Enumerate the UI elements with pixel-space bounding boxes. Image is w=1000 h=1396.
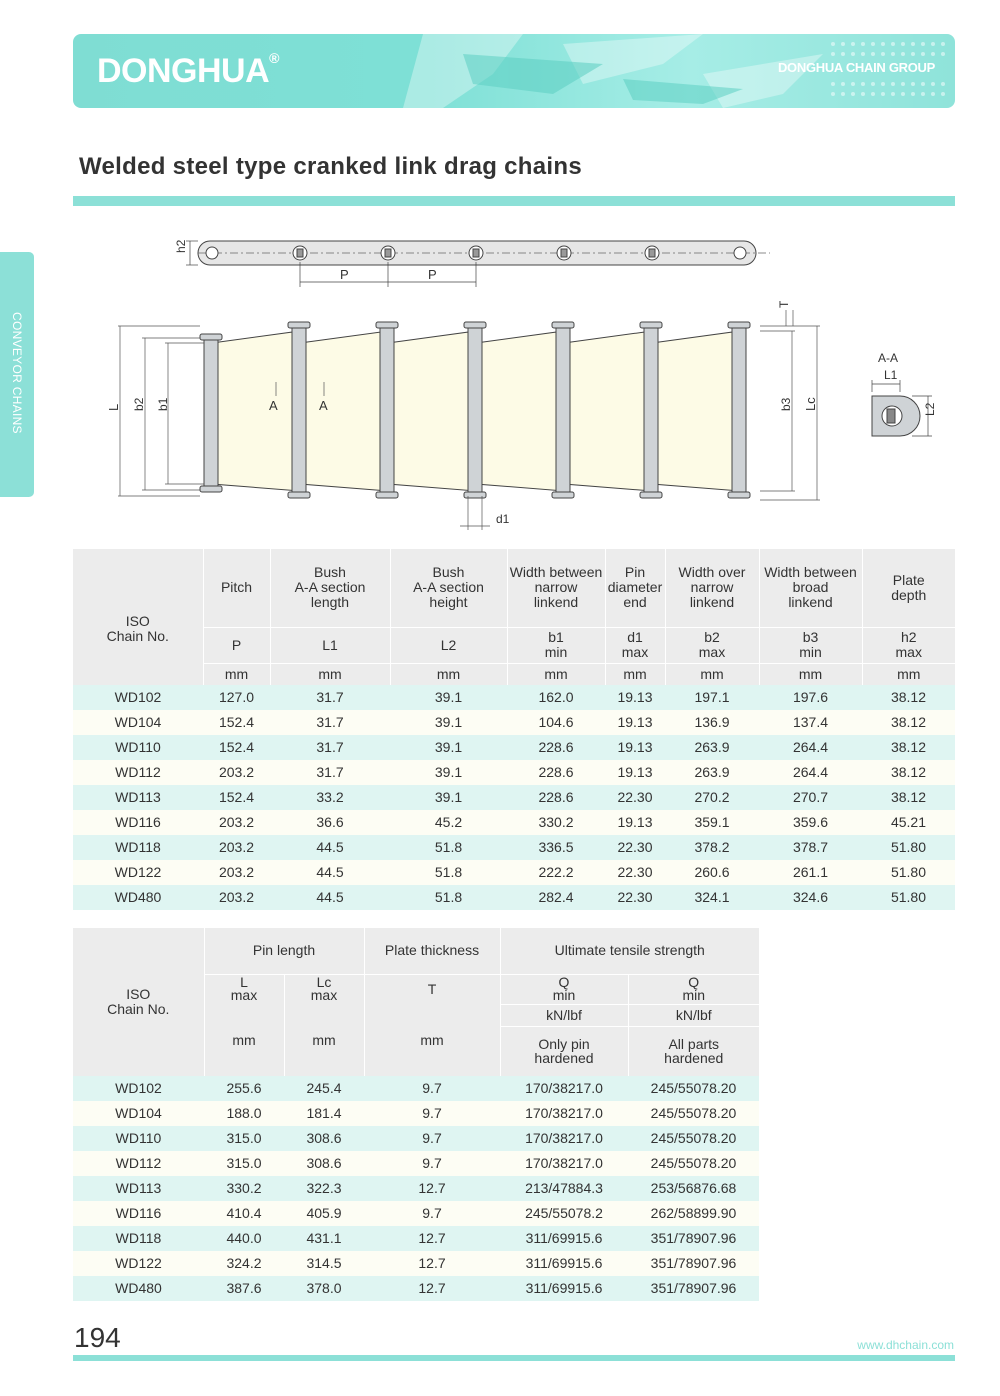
value-cell: 245/55078.2 — [500, 1201, 628, 1226]
section-mark-a2: A — [319, 398, 328, 413]
value-cell: 22.30 — [605, 860, 665, 885]
value-cell: 39.1 — [390, 685, 507, 710]
chain-no-cell: WD118 — [73, 835, 203, 860]
sym-cell: T — [364, 974, 500, 1004]
table-row — [73, 760, 955, 785]
value-cell: 12.7 — [364, 1226, 500, 1251]
chain-no-cell: WD110 — [73, 1126, 204, 1151]
note-cell: All parts hardened — [628, 1026, 759, 1076]
chain-no-cell: WD104 — [73, 710, 203, 735]
page-number: 194 — [74, 1322, 121, 1353]
unit-cell: mm — [204, 1004, 284, 1076]
value-cell: 351/78907.96 — [628, 1251, 759, 1276]
value-cell: 308.6 — [284, 1151, 364, 1176]
value-cell: 431.1 — [284, 1226, 364, 1251]
value-cell: 38.12 — [862, 710, 955, 735]
chain-no-cell: WD480 — [73, 1276, 204, 1301]
dim-label-b2: b2 — [132, 397, 146, 411]
col-header-l2: Bush A-A section height — [390, 549, 507, 627]
uts-header: Ultimate tensile strength — [500, 928, 759, 974]
col-header-pitch: Pitch — [203, 549, 270, 627]
table-row — [73, 1076, 759, 1101]
value-cell: 51.8 — [390, 835, 507, 860]
value-cell: 203.2 — [203, 810, 270, 835]
dim-label-l2: L2 — [923, 402, 937, 416]
value-cell: 260.6 — [665, 860, 759, 885]
value-cell: 378.7 — [759, 835, 862, 860]
value-cell: 245/55078.20 — [628, 1126, 759, 1151]
page-title: Welded steel type cranked link drag chains — [79, 153, 582, 180]
value-cell: 181.4 — [284, 1101, 364, 1126]
value-cell: 410.4 — [204, 1201, 284, 1226]
value-cell: 51.80 — [862, 835, 955, 860]
title-rule — [73, 196, 955, 206]
value-cell: 9.7 — [364, 1101, 500, 1126]
value-cell: 44.5 — [270, 860, 390, 885]
chain-no-cell: WD104 — [73, 1101, 204, 1126]
value-cell: 308.6 — [284, 1126, 364, 1151]
dim-label-p2: P — [428, 267, 437, 282]
unit-cell: mm — [270, 663, 390, 685]
unit-cell: mm — [605, 663, 665, 685]
unit-cell: mm — [203, 663, 270, 685]
table-row — [73, 685, 955, 710]
dim-label-lc: Lc — [803, 397, 818, 411]
table-row — [73, 1176, 759, 1201]
chain-no-cell: WD113 — [73, 785, 203, 810]
side-view — [186, 241, 770, 287]
value-cell: 213/47884.3 — [500, 1176, 628, 1201]
section-mark-a1: A — [269, 398, 278, 413]
value-cell: 262/58899.90 — [628, 1201, 759, 1226]
table-row — [73, 785, 955, 810]
group-name: DONGHUA CHAIN GROUP — [777, 60, 935, 75]
value-cell: 136.9 — [665, 710, 759, 735]
value-cell: 315.0 — [204, 1151, 284, 1176]
value-cell: 9.7 — [364, 1076, 500, 1101]
value-cell: 330.2 — [204, 1176, 284, 1201]
value-cell: 19.13 — [605, 760, 665, 785]
chain-no-cell: WD480 — [73, 885, 203, 910]
value-cell: 245/55078.20 — [628, 1151, 759, 1176]
dim-label-d1: d1 — [496, 512, 510, 526]
value-cell: 245/55078.20 — [628, 1076, 759, 1101]
brand-logo: DONGHUA® — [97, 50, 279, 90]
value-cell: 270.7 — [759, 785, 862, 810]
value-cell: 9.7 — [364, 1126, 500, 1151]
value-cell: 253/56876.68 — [628, 1176, 759, 1201]
chain-no-cell: WD102 — [73, 685, 203, 710]
dim-label-h2: h2 — [174, 239, 188, 253]
value-cell: 228.6 — [507, 760, 605, 785]
value-cell: 197.6 — [759, 685, 862, 710]
table-row — [73, 1276, 759, 1301]
value-cell: 378.0 — [284, 1276, 364, 1301]
unit-cell: mm — [284, 1004, 364, 1076]
table-row — [73, 1201, 759, 1226]
sym-cell: P — [203, 627, 270, 663]
value-cell: 104.6 — [507, 710, 605, 735]
value-cell: 170/38217.0 — [500, 1151, 628, 1176]
value-cell: 359.1 — [665, 810, 759, 835]
value-cell: 38.12 — [862, 735, 955, 760]
value-cell: 203.2 — [203, 885, 270, 910]
table-row — [73, 1226, 759, 1251]
value-cell: 12.7 — [364, 1176, 500, 1201]
sym-cell: Q min — [500, 974, 628, 1004]
value-cell: 127.0 — [203, 685, 270, 710]
value-cell: 222.2 — [507, 860, 605, 885]
value-cell: 228.6 — [507, 785, 605, 810]
value-cell: 387.6 — [204, 1276, 284, 1301]
table-row — [73, 835, 955, 860]
value-cell: 31.7 — [270, 735, 390, 760]
value-cell: 162.0 — [507, 685, 605, 710]
value-cell: 351/78907.96 — [628, 1226, 759, 1251]
dim-label-t: T — [777, 300, 791, 308]
unit-cell: mm — [390, 663, 507, 685]
sym-cell: b3 min — [759, 627, 862, 663]
value-cell: 19.13 — [605, 710, 665, 735]
value-cell: 336.5 — [507, 835, 605, 860]
value-cell: 38.12 — [862, 760, 955, 785]
table-row — [73, 710, 955, 735]
unit-cell: mm — [665, 663, 759, 685]
value-cell: 152.4 — [203, 710, 270, 735]
col-header-d1: Pin diameter end — [605, 549, 665, 627]
chain-drawing — [0, 220, 1000, 540]
value-cell: 263.9 — [665, 760, 759, 785]
chain-no-cell: WD113 — [73, 1176, 204, 1201]
value-cell: 51.8 — [390, 885, 507, 910]
header-banner — [73, 34, 955, 108]
sym-cell: Lc max — [284, 974, 364, 1004]
table-row — [73, 735, 955, 760]
value-cell: 282.4 — [507, 885, 605, 910]
chain-no-cell: WD122 — [73, 1251, 204, 1276]
value-cell: 440.0 — [204, 1226, 284, 1251]
value-cell: 152.4 — [203, 735, 270, 760]
unit-cell: mm — [862, 663, 955, 685]
value-cell: 170/38217.0 — [500, 1101, 628, 1126]
value-cell: 322.3 — [284, 1176, 364, 1201]
value-cell: 12.7 — [364, 1251, 500, 1276]
dim-label-b1: b1 — [156, 397, 170, 411]
value-cell: 51.80 — [862, 860, 955, 885]
value-cell: 38.12 — [862, 685, 955, 710]
value-cell: 19.13 — [605, 735, 665, 760]
value-cell: 51.8 — [390, 860, 507, 885]
col-header-b2: Width over narrow linkend — [665, 549, 759, 627]
value-cell: 351/78907.96 — [628, 1276, 759, 1301]
chain-no-cell: WD102 — [73, 1076, 204, 1101]
value-cell: 9.7 — [364, 1151, 500, 1176]
chain-no-cell: WD116 — [73, 810, 203, 835]
plate-thickness-header: Plate thickness — [364, 928, 500, 974]
sym-cell: d1 max — [605, 627, 665, 663]
table-row — [73, 1251, 759, 1276]
value-cell: 203.2 — [203, 860, 270, 885]
unit-cell: kN/lbf — [500, 1004, 628, 1026]
value-cell: 19.13 — [605, 685, 665, 710]
unit-cell: kN/lbf — [628, 1004, 759, 1026]
value-cell: 45.2 — [390, 810, 507, 835]
value-cell: 44.5 — [270, 885, 390, 910]
value-cell: 330.2 — [507, 810, 605, 835]
table-row — [73, 1151, 759, 1176]
value-cell: 188.0 — [204, 1101, 284, 1126]
value-cell: 22.30 — [605, 885, 665, 910]
value-cell: 261.1 — [759, 860, 862, 885]
dim-label-L: L — [106, 403, 121, 411]
pin-length-header: Pin length — [204, 928, 364, 974]
footer-rule — [73, 1355, 955, 1361]
value-cell: 38.12 — [862, 785, 955, 810]
chain-no-cell: WD112 — [73, 760, 203, 785]
value-cell: 324.2 — [204, 1251, 284, 1276]
chain-no-cell: WD122 — [73, 860, 203, 885]
chain-no-cell: WD112 — [73, 1151, 204, 1176]
value-cell: 170/38217.0 — [500, 1126, 628, 1151]
value-cell: 315.0 — [204, 1126, 284, 1151]
value-cell: 39.1 — [390, 735, 507, 760]
table-row — [73, 1126, 759, 1151]
value-cell: 152.4 — [203, 785, 270, 810]
value-cell: 228.6 — [507, 735, 605, 760]
value-cell: 255.6 — [204, 1076, 284, 1101]
table-row — [73, 860, 955, 885]
value-cell: 170/38217.0 — [500, 1076, 628, 1101]
value-cell: 44.5 — [270, 835, 390, 860]
sym-cell: L2 — [390, 627, 507, 663]
value-cell: 39.1 — [390, 785, 507, 810]
value-cell: 51.80 — [862, 885, 955, 910]
unit-cell: mm — [364, 1004, 500, 1076]
table-row — [73, 810, 955, 835]
iso-header: ISO Chain No. — [73, 928, 204, 1076]
value-cell: 137.4 — [759, 710, 862, 735]
website-link[interactable]: www.dhchain.com — [857, 1338, 954, 1352]
value-cell: 311/69915.6 — [500, 1276, 628, 1301]
dim-label-l1: L1 — [884, 368, 898, 382]
value-cell: 39.1 — [390, 710, 507, 735]
value-cell: 245.4 — [284, 1076, 364, 1101]
side-tab-label: CONVEYOR CHAINS — [10, 312, 24, 434]
value-cell: 39.1 — [390, 760, 507, 785]
iso-header: ISO Chain No. — [73, 549, 203, 685]
value-cell: 314.5 — [284, 1251, 364, 1276]
value-cell: 270.2 — [665, 785, 759, 810]
sym-cell: L1 — [270, 627, 390, 663]
value-cell: 31.7 — [270, 760, 390, 785]
value-cell: 324.1 — [665, 885, 759, 910]
value-cell: 245/55078.20 — [628, 1101, 759, 1126]
value-cell: 359.6 — [759, 810, 862, 835]
sym-cell: h2 max — [862, 627, 955, 663]
value-cell: 22.30 — [605, 785, 665, 810]
value-cell: 264.4 — [759, 760, 862, 785]
value-cell: 203.2 — [203, 835, 270, 860]
col-header-b1: Width between narrow linkend — [507, 549, 605, 627]
value-cell: 22.30 — [605, 835, 665, 860]
value-cell: 197.1 — [665, 685, 759, 710]
value-cell: 33.2 — [270, 785, 390, 810]
chain-no-cell: WD116 — [73, 1201, 204, 1226]
value-cell: 12.7 — [364, 1276, 500, 1301]
value-cell: 311/69915.6 — [500, 1226, 628, 1251]
sym-cell: b1 min — [507, 627, 605, 663]
value-cell: 324.6 — [759, 885, 862, 910]
value-cell: 45.21 — [862, 810, 955, 835]
sym-cell: L max — [204, 974, 284, 1004]
plan-view — [118, 310, 820, 530]
section-aa-title: A-A — [878, 351, 899, 365]
value-cell: 19.13 — [605, 810, 665, 835]
value-cell: 9.7 — [364, 1201, 500, 1226]
note-cell: Only pin hardened — [500, 1026, 628, 1076]
value-cell: 311/69915.6 — [500, 1251, 628, 1276]
table-row — [73, 1101, 759, 1126]
strength-table — [73, 928, 759, 1301]
chain-no-cell: WD118 — [73, 1226, 204, 1251]
value-cell: 31.7 — [270, 685, 390, 710]
dim-label-p1: P — [340, 267, 349, 282]
unit-cell: mm — [759, 663, 862, 685]
value-cell: 378.2 — [665, 835, 759, 860]
value-cell: 203.2 — [203, 760, 270, 785]
unit-cell: mm — [507, 663, 605, 685]
dim-label-b3: b3 — [779, 397, 793, 411]
col-header-h2: Plate depth — [862, 549, 955, 627]
value-cell: 263.9 — [665, 735, 759, 760]
col-header-l1: Bush A-A section length — [270, 549, 390, 627]
chain-no-cell: WD110 — [73, 735, 203, 760]
value-cell: 405.9 — [284, 1201, 364, 1226]
value-cell: 264.4 — [759, 735, 862, 760]
value-cell: 36.6 — [270, 810, 390, 835]
table-row — [73, 885, 955, 910]
sym-cell: Q min — [628, 974, 759, 1004]
sym-cell: b2 max — [665, 627, 759, 663]
value-cell: 31.7 — [270, 710, 390, 735]
col-header-b3: Width between broad linkend — [759, 549, 862, 627]
dimensions-table — [73, 549, 955, 910]
